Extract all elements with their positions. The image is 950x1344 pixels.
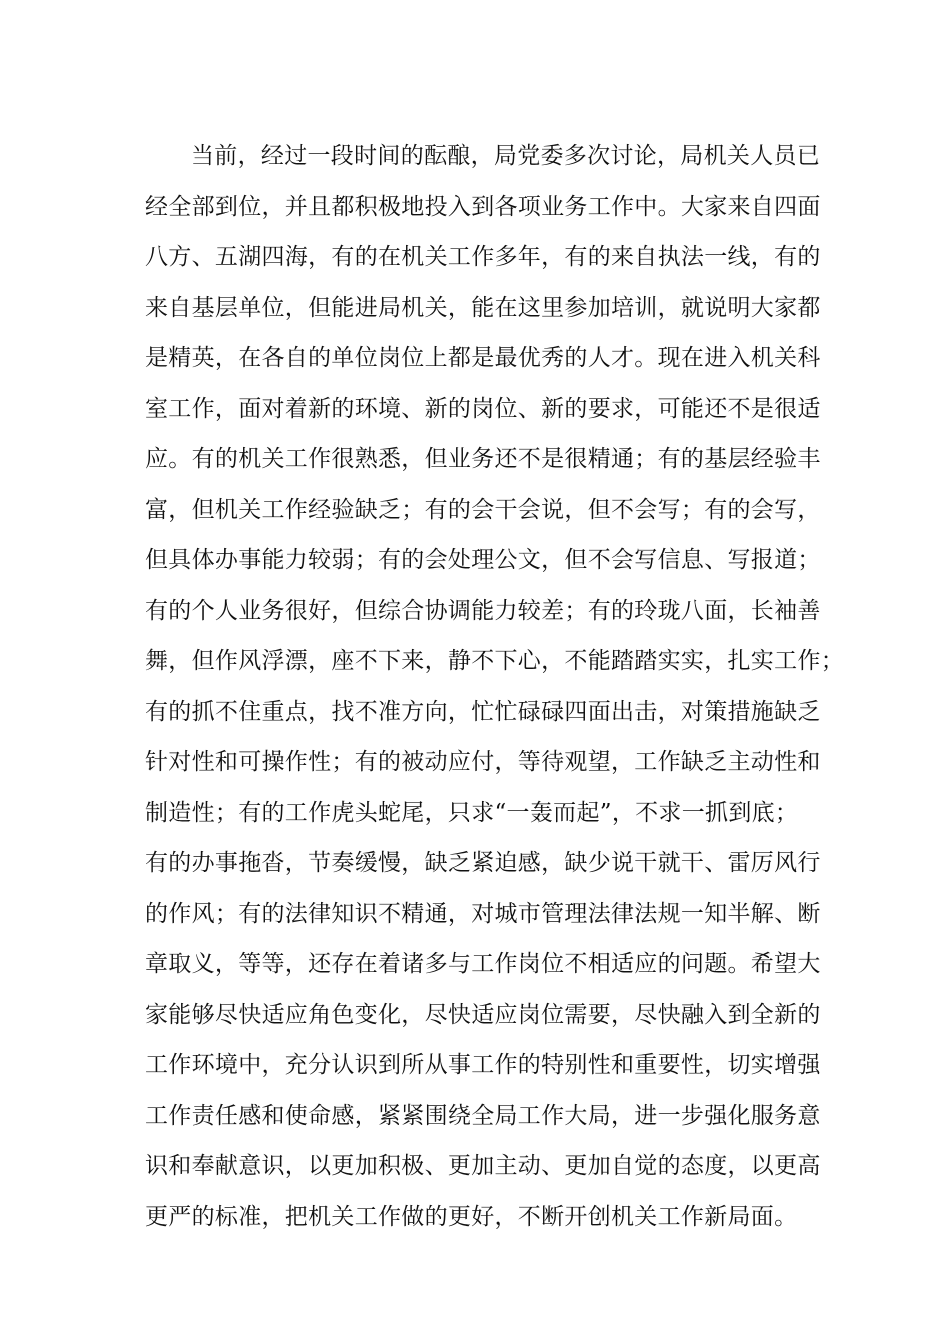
paragraph-line: 是精英，在各自的单位岗位上都是最优秀的人才。现在进入机关科 (145, 345, 821, 371)
paragraph-line: 八方、五湖四海，有的在机关工作多年，有的来自执法一线，有的 (145, 244, 821, 270)
paragraph-line: 来自基层单位，但能进局机关，能在这里参加培训，就说明大家都 (145, 294, 821, 321)
paragraph-line: 针对性和可操作性；有的被动应付，等待观望，工作缺乏主动性和 (145, 749, 821, 775)
paragraph-line: 家能够尽快适应角色变化，尽快适应岗位需要，尽快融入到全新的 (145, 1001, 821, 1028)
paragraph-line: 舞，但作风浮漂，座不下来，静不下心，不能踏踏实实，扎实工作； (145, 648, 844, 674)
paragraph-line: 有的个人业务很好，但综合协调能力较差；有的玲珑八面，长袖善 (145, 597, 821, 624)
paragraph-line: 但具体办事能力较弱；有的会处理公文，但不会写信息、写报道； (145, 547, 821, 573)
paragraph-line: 当前，经过一段时间的酝酿，局党委多次讨论，局机关人员已 (191, 143, 821, 169)
paragraph-line: 更严的标准，把机关工作做的更好，不断开创机关工作新局面。 (145, 1203, 798, 1230)
paragraph-line: 工作责任感和使命感，紧紧围绕全局工作大局，进一步强化服务意 (145, 1102, 821, 1129)
paragraph-line: 应。有的机关工作很熟悉，但业务还不是很精通；有的基层经验丰 (145, 446, 821, 472)
paragraph-line: 章取义，等等，还存在着诸多与工作岗位不相适应的问题。希望大 (145, 951, 821, 977)
paragraph-line: 富，但机关工作经验缺乏；有的会干会说，但不会写；有的会写， (145, 496, 821, 523)
body-paragraph (145, 131, 844, 1242)
paragraph-line: 工作环境中，充分认识到所从事工作的特别性和重要性，切实增强 (145, 1052, 821, 1078)
paragraph-line: 有的办事拖沓，节奏缓慢，缺乏紧迫感，缺少说干就干、雷厉风行 (145, 850, 821, 876)
paragraph-line: 制造性；有的工作虎头蛇尾，只求“一轰而起”，不求一抓到底； (145, 799, 799, 826)
paragraph-line: 的作风；有的法律知识不精通，对城市管理法律法规一知半解、断 (145, 900, 821, 927)
paragraph-line: 经全部到位，并且都积极地投入到各项业务工作中。大家来自四面 (145, 193, 821, 220)
paragraph-line: 识和奉献意识，以更加积极、更加主动、更加自觉的态度，以更高 (145, 1153, 821, 1179)
paragraph-line: 室工作，面对着新的环境、新的岗位、新的要求，可能还不是很适 (145, 395, 821, 422)
paragraph-line: 有的抓不住重点，找不准方向，忙忙碌碌四面出击，对策措施缺乏 (145, 698, 821, 725)
